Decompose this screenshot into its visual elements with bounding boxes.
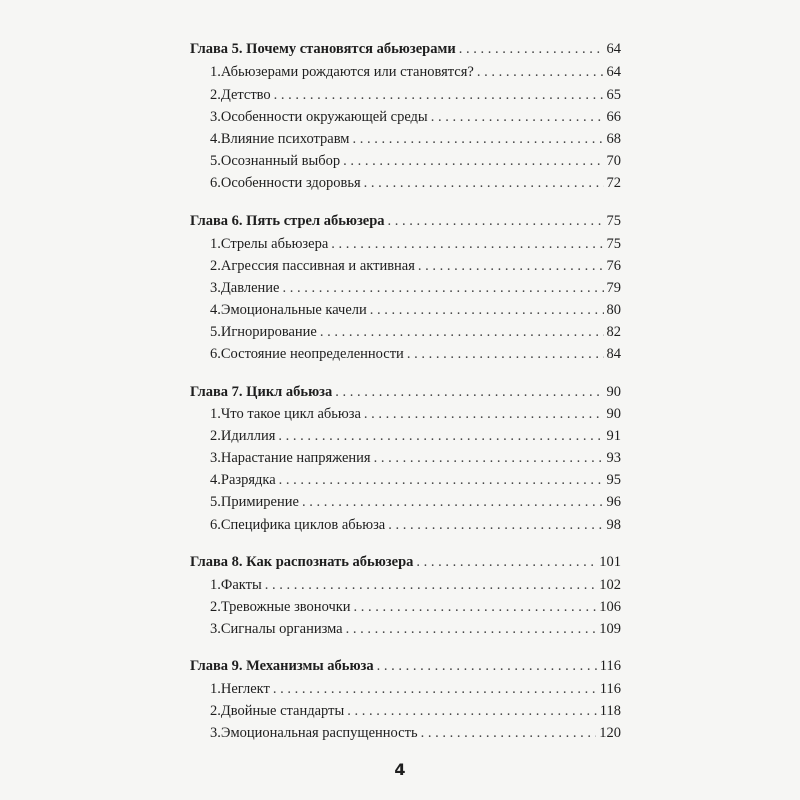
dot-leader <box>278 425 603 447</box>
item-number: 1. <box>210 577 221 593</box>
toc-item <box>210 255 621 277</box>
toc-item <box>210 722 621 744</box>
item-title: Специфика циклов абьюза <box>220 517 386 533</box>
item-title: Разрядка <box>220 472 276 488</box>
item-title: Игнорирование <box>220 324 317 340</box>
dot-leader <box>331 233 603 255</box>
item-page: 120 <box>599 725 621 741</box>
item-title: Примирение <box>220 494 299 510</box>
item-title: Тревожные звоночки <box>220 599 351 615</box>
item-number: 4. <box>210 302 221 318</box>
item-title: Что такое цикл абьюза <box>220 406 361 422</box>
toc-item <box>210 321 621 343</box>
item-page: 116 <box>599 681 621 697</box>
item-number: 5. <box>210 324 221 340</box>
dot-leader <box>364 403 604 425</box>
dot-leader <box>374 447 604 469</box>
chapter-title: Глава 7. Цикл абьюза <box>190 384 333 400</box>
toc-item <box>210 574 621 596</box>
item-page: 84 <box>606 346 621 362</box>
dot-leader <box>364 172 604 194</box>
item-title: Факты <box>220 577 262 593</box>
dot-leader <box>346 618 597 640</box>
item-title: Сигналы организма <box>220 621 343 637</box>
dot-leader <box>335 381 603 403</box>
toc-item <box>210 128 621 150</box>
item-title: Эмоциональная распущенность <box>220 725 418 741</box>
item-number: 6. <box>210 175 221 191</box>
toc-item <box>210 233 621 255</box>
item-title: Состояние неопределенности <box>220 346 404 362</box>
item-number: 6. <box>210 346 221 362</box>
item-title: Стрелы абьюзера <box>220 236 329 252</box>
item-number: 2. <box>210 87 221 103</box>
dot-leader <box>279 469 604 491</box>
item-title: Осознанный выбор <box>220 153 341 169</box>
item-page: 66 <box>606 109 621 125</box>
dot-leader <box>282 277 603 299</box>
chapter-title: Глава 5. Почему становятся абьюзерами <box>190 41 456 57</box>
item-number: 1. <box>210 236 221 252</box>
item-page: 91 <box>606 428 621 444</box>
dot-leader <box>418 255 604 277</box>
item-title: Эмоциональные качели <box>220 302 367 318</box>
toc-item <box>210 106 621 128</box>
item-title: Влияние психотравм <box>220 131 350 147</box>
item-number: 3. <box>210 109 221 125</box>
item-number: 2. <box>210 428 221 444</box>
dot-leader <box>377 655 597 677</box>
item-page: 96 <box>606 494 621 510</box>
page-number: 4 <box>394 760 406 779</box>
dot-leader <box>370 299 604 321</box>
chapter-title: Глава 9. Механизмы абьюза <box>190 658 374 674</box>
toc-item <box>210 277 621 299</box>
dot-leader <box>320 321 604 343</box>
item-page: 118 <box>599 703 621 719</box>
item-title: Агрессия пассивная и активная <box>220 258 415 274</box>
toc-item <box>210 447 621 469</box>
item-page: 109 <box>599 621 621 637</box>
item-number: 5. <box>210 494 221 510</box>
item-number: 1. <box>210 406 221 422</box>
dot-leader <box>416 551 596 573</box>
item-number: 3. <box>210 280 221 296</box>
item-page: 70 <box>606 153 621 169</box>
chapter-title: Глава 6. Пять стрел абьюзера <box>190 213 385 229</box>
toc-item <box>210 299 621 321</box>
item-page: 75 <box>606 236 621 252</box>
item-title: Неглект <box>220 681 270 697</box>
dot-leader <box>343 150 603 172</box>
toc-item <box>210 61 621 83</box>
item-number: 4. <box>210 472 221 488</box>
chapter-heading <box>190 551 621 573</box>
dot-leader <box>421 722 597 744</box>
item-page: 93 <box>606 450 621 466</box>
item-number: 2. <box>210 258 221 274</box>
dot-leader <box>459 38 604 60</box>
item-number: 2. <box>210 599 221 615</box>
toc-item <box>210 700 621 722</box>
item-page: 95 <box>606 472 621 488</box>
item-number: 3. <box>210 621 221 637</box>
toc-item <box>210 618 621 640</box>
item-number: 1. <box>210 64 221 80</box>
toc-item <box>210 514 621 536</box>
toc-item <box>210 403 621 425</box>
toc-item <box>210 678 621 700</box>
chapter-heading <box>190 210 621 232</box>
dot-leader <box>388 210 604 232</box>
dot-leader <box>265 574 597 596</box>
item-page: 102 <box>599 577 621 593</box>
item-title: Двойные стандарты <box>220 703 345 719</box>
item-page: 65 <box>606 87 621 103</box>
chapter-page: 116 <box>599 658 621 674</box>
toc-item <box>210 469 621 491</box>
item-page: 64 <box>606 64 621 80</box>
item-number: 1. <box>210 681 221 697</box>
dot-leader <box>407 343 604 365</box>
toc-item <box>210 343 621 365</box>
chapter-page: 64 <box>606 41 621 57</box>
item-number: 2. <box>210 703 221 719</box>
dot-leader <box>477 61 604 83</box>
item-number: 3. <box>210 450 221 466</box>
dot-leader <box>352 128 603 150</box>
dot-leader <box>354 596 597 618</box>
toc-item <box>210 172 621 194</box>
item-page: 72 <box>606 175 621 191</box>
item-number: 3. <box>210 725 221 741</box>
item-title: Идиллия <box>220 428 276 444</box>
dot-leader <box>347 700 597 722</box>
dot-leader <box>388 514 603 536</box>
item-number: 6. <box>210 517 221 533</box>
toc-item <box>210 425 621 447</box>
toc-item <box>210 596 621 618</box>
item-page: 98 <box>606 517 621 533</box>
item-title: Детство <box>220 87 271 103</box>
item-page: 79 <box>606 280 621 296</box>
dot-leader <box>274 84 604 106</box>
toc-item <box>210 150 621 172</box>
item-page: 68 <box>606 131 621 147</box>
dot-leader <box>273 678 597 700</box>
chapter-page: 75 <box>606 213 621 229</box>
toc-item <box>210 491 621 513</box>
chapter-page: 101 <box>599 554 621 570</box>
chapter-heading <box>190 381 621 403</box>
item-title: Особенности окружающей среды <box>220 109 428 125</box>
dot-leader <box>302 491 604 513</box>
chapter-page: 90 <box>606 384 621 400</box>
item-title: Давление <box>220 280 280 296</box>
item-page: 82 <box>606 324 621 340</box>
item-title: Особенности здоровья <box>220 175 361 191</box>
item-page: 90 <box>606 406 621 422</box>
item-page: 106 <box>599 599 621 615</box>
item-page: 76 <box>606 258 621 274</box>
dot-leader <box>431 106 604 128</box>
item-number: 5. <box>210 153 221 169</box>
item-title: Нарастание напряжения <box>220 450 371 466</box>
chapter-heading <box>190 655 621 677</box>
item-page: 80 <box>606 302 621 318</box>
item-title: Абьюзерами рождаются или становятся? <box>220 64 474 80</box>
chapter-heading <box>190 38 621 60</box>
toc-item <box>210 84 621 106</box>
chapter-title: Глава 8. Как распознать абьюзера <box>190 554 414 570</box>
item-number: 4. <box>210 131 221 147</box>
